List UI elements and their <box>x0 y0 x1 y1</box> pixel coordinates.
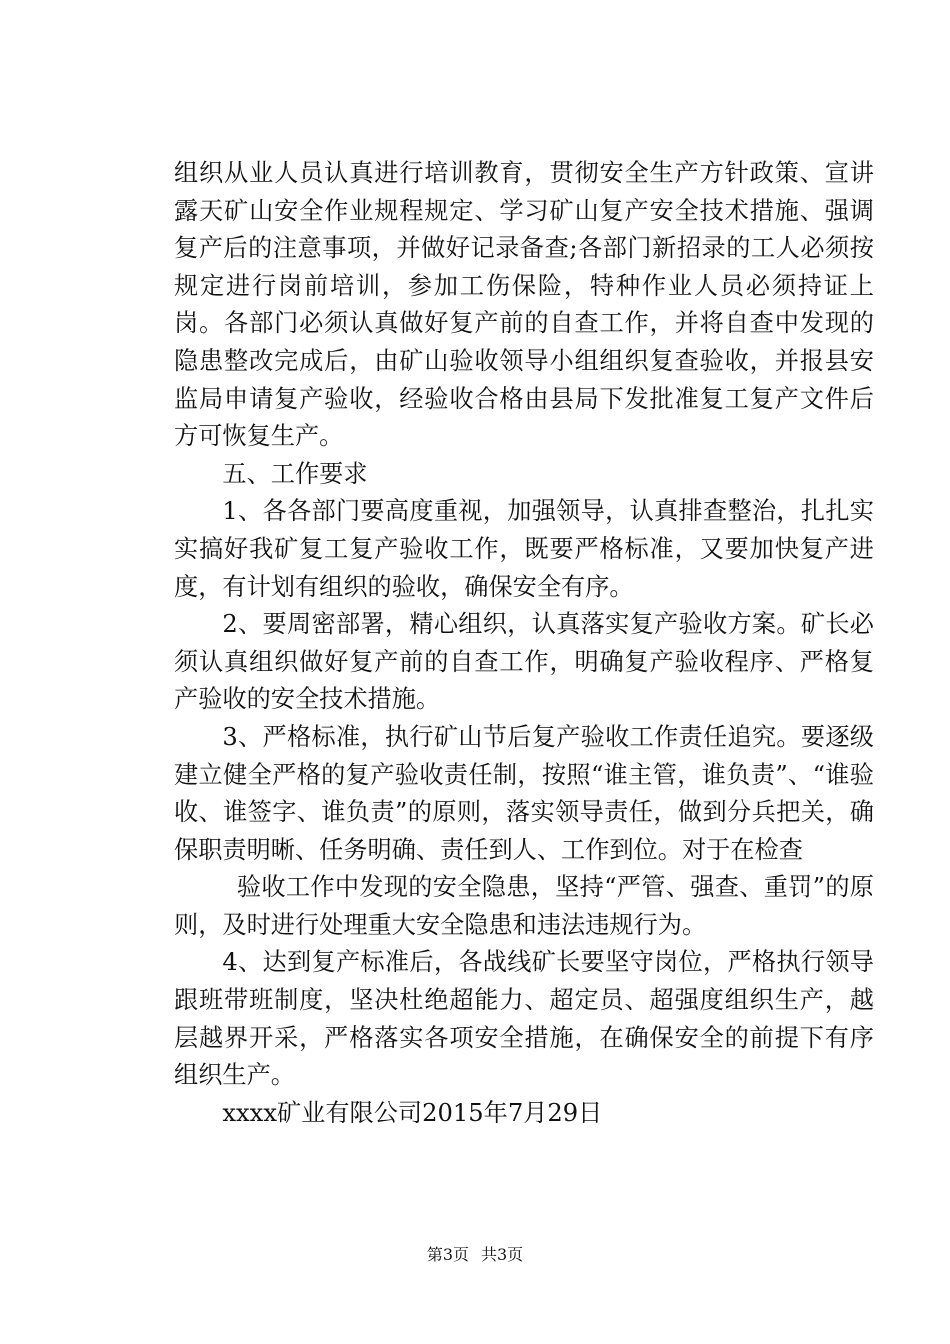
signature-line: xxxx矿业有限公司2015年7月29日 <box>222 1098 603 1127</box>
page-number-total: 共3页 <box>481 1245 524 1264</box>
paragraph-requirement-4: 4、达到复产标准后，各战线矿长要坚守岗位，严格执行领导跟班带班制度，坚决杜绝超能力、超定员、超强度组织生产，越层越界开采，严格落实各项安全措施，在确保安全的前提下有序组织生产。 <box>174 948 874 1090</box>
document-body <box>174 155 874 1132</box>
page-footer <box>0 1245 950 1265</box>
page-number-current: 第3页 <box>426 1245 469 1264</box>
paragraph-training: 组织从业人员认真进行培训教育，贯彻安全生产方针政策、宣讲露天矿山安全作业规程规定、学习矿山复产安全技术措施、强调复产后的注意事项，并做好记录备查;各部门新招录的工人必须按规定进行岗前培训，参加工伤保险，特种作业人员必须持证上岗。各部门必须认真做好复产前的自查工作，并将自查中发现的隐患整改完成后，由矿山验收领导小组组织复查验收，并报县安监局申请复产验收，经验收合格由县局下发批准复工复产文件后方可恢复生产。 <box>174 159 874 451</box>
paragraph-requirement-3-continued: 验收工作中发现的安全隐患，坚持“严管、强查、重罚”的原则，及时进行处理重大安全隐患和违法违规行为。 <box>174 873 874 939</box>
paragraph-requirement-1: 1、各各部门要高度重视，加强领导，认真排查整治，扎扎实实搞好我矿复工复产验收工作，既要严格标准，又要加快复产进度，有计划有组织的验收，确保安全有序。 <box>174 497 874 601</box>
paragraph-requirement-2: 2、要周密部署，精心组织，认真落实复产验收方案。矿长必须认真组织做好复产前的自查工作，明确复产验收程序、严格复产验收的安全技术措施。 <box>174 610 874 714</box>
section-heading-work-requirements: 五、工作要求 <box>222 459 368 488</box>
paragraph-requirement-3: 3、严格标准，执行矿山节后复产验收工作责任追究。要逐级建立健全严格的复产验收责任制，按照“谁主管，谁负责”、“谁验收、谁签字、谁负责”的原则，落实领导责任，做到分兵把关，确保职责明晰、任务明确、责任到人、工作到位。对于在检查 <box>174 722 874 864</box>
